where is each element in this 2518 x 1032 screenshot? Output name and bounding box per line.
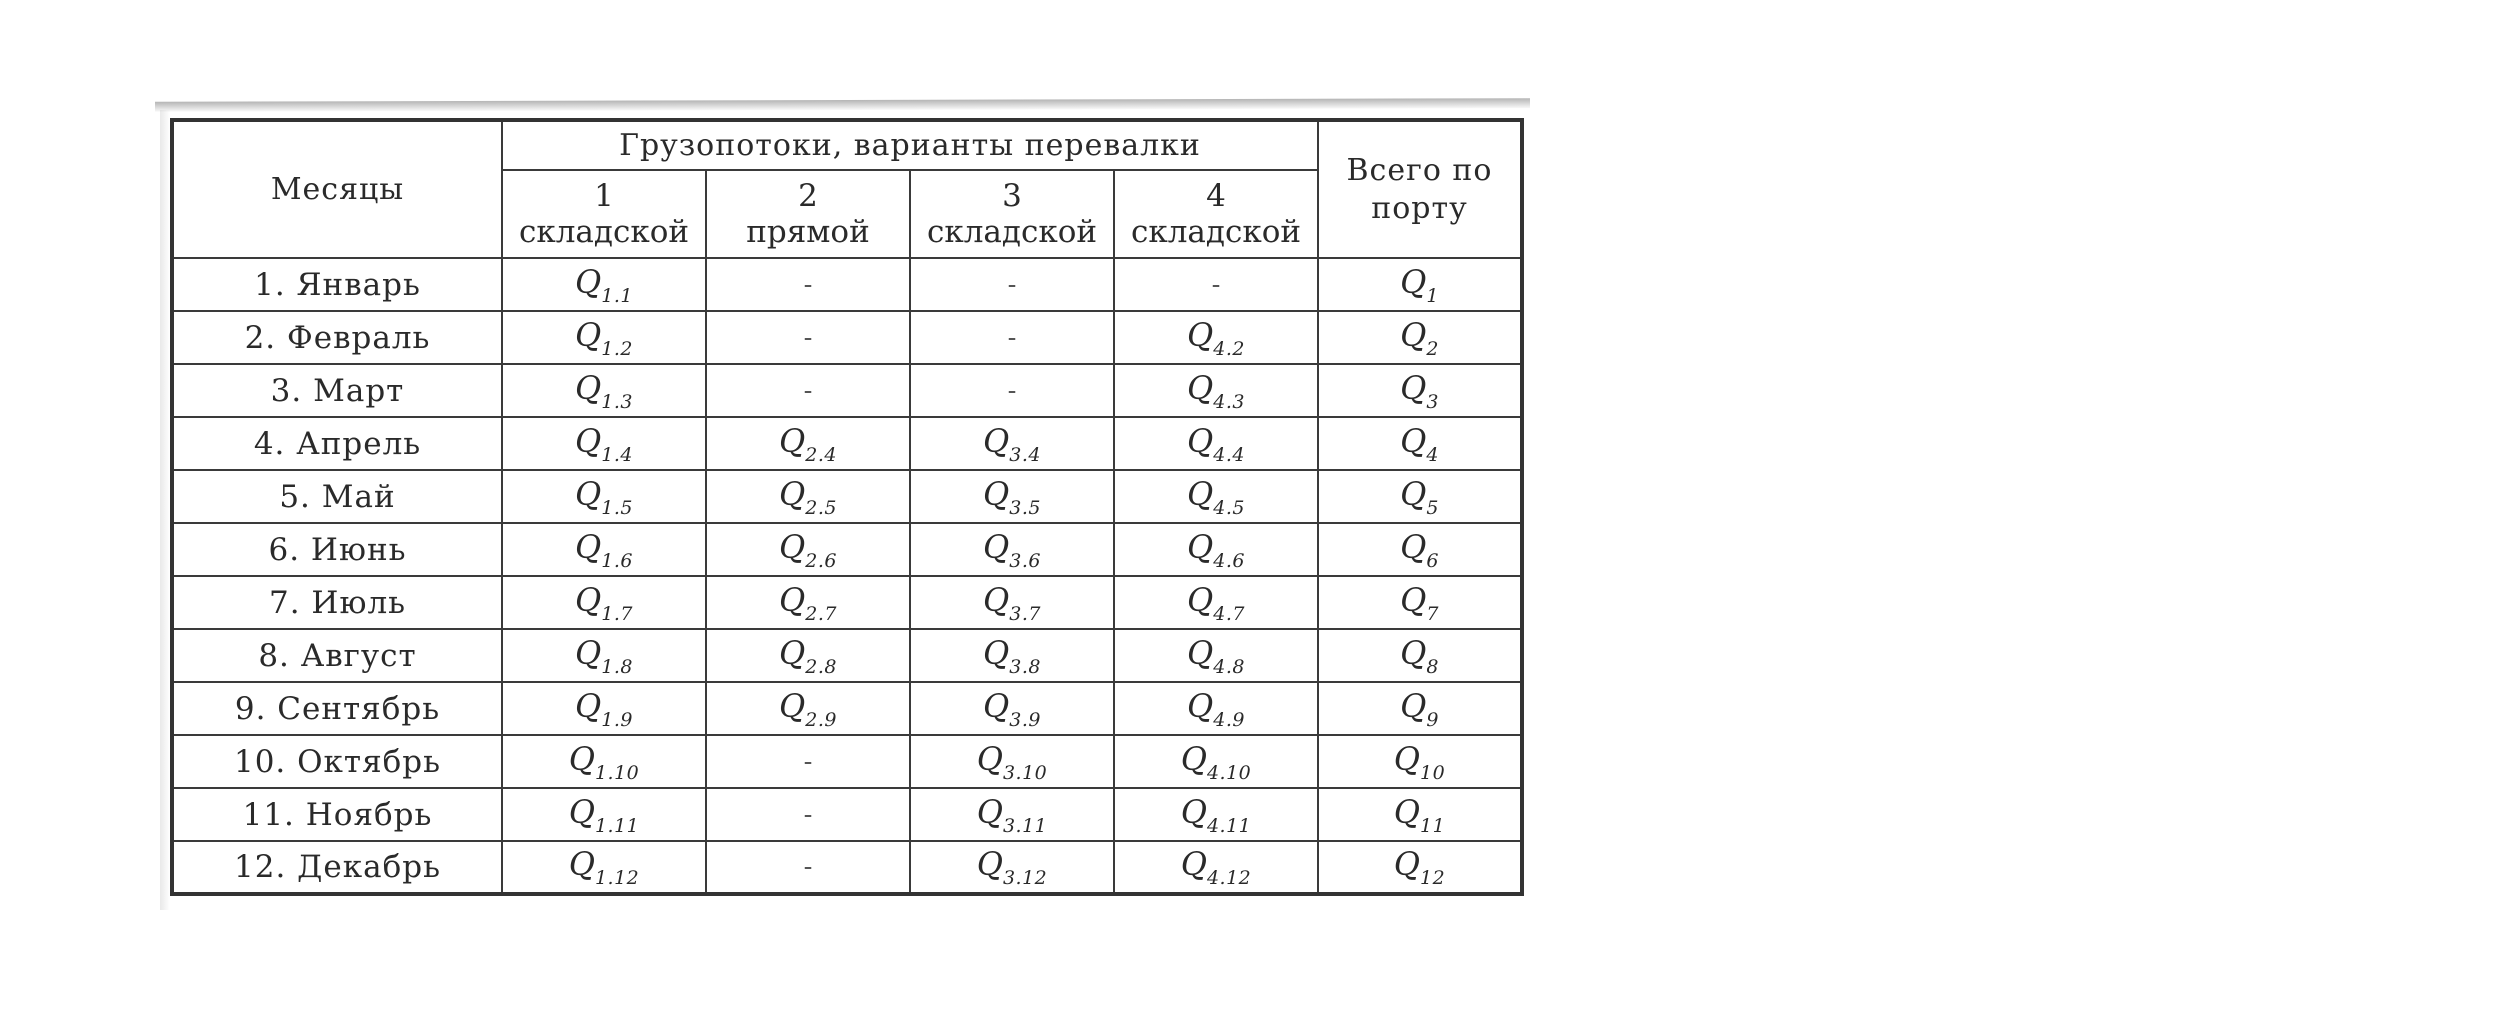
flow-index: 4.6 <box>1213 549 1245 572</box>
variant-4-cell <box>1114 629 1318 682</box>
table-row <box>172 523 1522 576</box>
flow-letter: Q <box>1400 315 1427 354</box>
flow-symbol <box>983 580 1041 625</box>
flow-letter: Q <box>983 421 1010 460</box>
flow-symbol <box>779 527 837 572</box>
flow-symbol <box>1400 580 1439 625</box>
variant-4-cell <box>1114 682 1318 735</box>
month-cell: 12. Декабрь <box>172 841 502 894</box>
flow-index: 1.3 <box>601 390 633 413</box>
variant-3-cell <box>910 629 1114 682</box>
flow-index: 3.10 <box>1002 761 1048 784</box>
variant-2-cell <box>706 682 910 735</box>
total-cell <box>1318 417 1522 470</box>
flow-index: 5 <box>1426 496 1439 519</box>
variant-2-cell <box>706 788 910 841</box>
header-total <box>1318 120 1522 258</box>
variant-3-cell <box>910 735 1114 788</box>
flow-symbol <box>1187 686 1245 731</box>
total-cell <box>1318 311 1522 364</box>
flow-letter: Q <box>983 580 1010 619</box>
variant-1-cell <box>502 629 706 682</box>
flow-symbol <box>1400 474 1439 519</box>
flow-symbol <box>779 421 837 466</box>
flow-symbol <box>575 633 633 678</box>
flow-index: 1.2 <box>601 337 633 360</box>
variant-2-cell <box>706 629 910 682</box>
month-cell: 10. Октябрь <box>172 735 502 788</box>
flow-symbol <box>575 368 633 413</box>
flow-index: 2.9 <box>805 708 837 731</box>
flow-index: 4.9 <box>1213 708 1245 731</box>
table-body <box>172 258 1522 894</box>
flow-letter: Q <box>575 368 602 407</box>
flow-index: 4.5 <box>1213 496 1245 519</box>
variant-2-cell <box>706 470 910 523</box>
month-cell: 3. Март <box>172 364 502 417</box>
table-row <box>172 629 1522 682</box>
variant-1-cell <box>502 735 706 788</box>
flow-letter: Q <box>575 580 602 619</box>
empty-dash: - <box>1211 269 1221 300</box>
flow-index: 10 <box>1420 761 1446 784</box>
month-cell: 1. Январь <box>172 258 502 311</box>
empty-dash: - <box>803 746 813 777</box>
variant-name: складской <box>926 214 1098 250</box>
flow-index: 7 <box>1426 602 1439 625</box>
flow-index: 1.7 <box>601 602 633 625</box>
flow-symbol <box>575 686 633 731</box>
variant-4-cell <box>1114 311 1318 364</box>
flow-index: 3.7 <box>1009 602 1041 625</box>
total-cell <box>1318 523 1522 576</box>
flow-index: 9 <box>1426 708 1439 731</box>
variant-1-cell <box>502 788 706 841</box>
variant-1-cell <box>502 364 706 417</box>
flow-letter: Q <box>568 739 595 778</box>
variant-3-cell <box>910 470 1114 523</box>
variant-2-cell <box>706 311 910 364</box>
flow-symbol <box>779 633 837 678</box>
flow-letter: Q <box>1187 527 1214 566</box>
flow-index: 3.9 <box>1009 708 1041 731</box>
flow-index: 4.3 <box>1213 390 1245 413</box>
flow-index: 1.8 <box>601 655 633 678</box>
flow-symbol <box>983 474 1041 519</box>
flow-symbol <box>779 580 837 625</box>
flow-index: 2.8 <box>805 655 837 678</box>
variant-4-cell <box>1114 788 1318 841</box>
table-row <box>172 417 1522 470</box>
flow-letter: Q <box>976 792 1003 831</box>
total-cell <box>1318 364 1522 417</box>
variant-name: прямой <box>746 214 870 250</box>
variant-1-cell <box>502 682 706 735</box>
table-row <box>172 788 1522 841</box>
table-row <box>172 470 1522 523</box>
flow-symbol <box>1400 421 1439 466</box>
flow-letter: Q <box>976 739 1003 778</box>
paper-edge-shadow <box>155 98 1530 112</box>
variant-name: складской <box>518 214 690 250</box>
header-group <box>502 120 1318 170</box>
flow-symbol <box>1187 633 1245 678</box>
variant-4-cell <box>1114 576 1318 629</box>
flow-letter: Q <box>1400 368 1427 407</box>
empty-dash: - <box>803 799 813 830</box>
flow-index: 8 <box>1426 655 1439 678</box>
flow-index: 2 <box>1426 337 1439 360</box>
flow-symbol <box>1400 368 1439 413</box>
variant-2-cell <box>706 841 910 894</box>
flow-index: 4.11 <box>1206 814 1252 837</box>
month-cell: 11. Ноябрь <box>172 788 502 841</box>
flow-index: 4 <box>1426 443 1439 466</box>
variant-1-cell <box>502 523 706 576</box>
flow-symbol <box>1180 739 1252 784</box>
header-months-label: Месяцы <box>270 172 405 207</box>
flow-index: 3.11 <box>1002 814 1048 837</box>
variant-3-cell <box>910 682 1114 735</box>
flow-letter: Q <box>1400 527 1427 566</box>
flow-index: 1 <box>1426 284 1439 307</box>
variant-4-cell <box>1114 258 1318 311</box>
flow-index: 2.5 <box>805 496 837 519</box>
variant-4-cell <box>1114 364 1318 417</box>
flow-letter: Q <box>983 633 1010 672</box>
flow-letter: Q <box>575 474 602 513</box>
flow-letter: Q <box>779 580 806 619</box>
flow-letter: Q <box>568 845 595 883</box>
flow-symbol <box>983 633 1041 678</box>
month-cell: 6. Июнь <box>172 523 502 576</box>
flow-index: 1.9 <box>601 708 633 731</box>
empty-dash: - <box>803 269 813 300</box>
flow-letter: Q <box>976 845 1003 883</box>
month-cell: 2. Февраль <box>172 311 502 364</box>
flow-symbol <box>568 792 640 837</box>
flow-symbol <box>779 474 837 519</box>
flow-symbol <box>575 580 633 625</box>
header-group-label: Грузопотоки, варианты перевалки <box>619 128 1201 163</box>
variant-number: 4 <box>1206 178 1226 214</box>
variant-number: 3 <box>1002 178 1022 214</box>
header-months <box>172 120 502 258</box>
flow-letter: Q <box>575 262 602 301</box>
empty-dash: - <box>1007 375 1017 406</box>
flow-letter: Q <box>779 527 806 566</box>
flow-symbol <box>1187 315 1245 360</box>
flow-symbol <box>1180 845 1252 889</box>
flow-letter: Q <box>1400 580 1427 619</box>
flow-symbol <box>1393 845 1446 889</box>
flow-symbol <box>575 474 633 519</box>
total-cell <box>1318 629 1522 682</box>
variant-1-cell <box>502 841 706 894</box>
header-variant-4 <box>1114 170 1318 258</box>
variant-2-cell <box>706 735 910 788</box>
header-variant-3 <box>910 170 1114 258</box>
flow-symbol <box>1187 421 1245 466</box>
flow-index: 1.6 <box>601 549 633 572</box>
flow-letter: Q <box>779 474 806 513</box>
flow-index: 3.12 <box>1002 867 1048 889</box>
flow-index: 4.8 <box>1213 655 1245 678</box>
flow-symbol <box>983 527 1041 572</box>
variant-4-cell <box>1114 417 1318 470</box>
total-cell <box>1318 735 1522 788</box>
month-cell: 9. Сентябрь <box>172 682 502 735</box>
flow-letter: Q <box>779 686 806 725</box>
flow-symbol <box>983 686 1041 731</box>
flow-symbol <box>976 792 1048 837</box>
flow-index: 1.1 <box>601 284 633 307</box>
flow-symbol <box>575 421 633 466</box>
variant-number: 1 <box>594 178 614 214</box>
flow-letter: Q <box>1187 686 1214 725</box>
flow-index: 4.2 <box>1213 337 1245 360</box>
variant-1-cell <box>502 576 706 629</box>
flow-index: 3.5 <box>1009 496 1041 519</box>
variant-3-cell <box>910 576 1114 629</box>
variant-1-cell <box>502 258 706 311</box>
flow-index: 1.4 <box>601 443 633 466</box>
flow-symbol <box>575 315 633 360</box>
flow-symbol <box>1400 262 1439 307</box>
flow-symbol <box>575 527 633 572</box>
flow-index: 4.4 <box>1213 443 1245 466</box>
variant-number: 2 <box>798 178 818 214</box>
flow-letter: Q <box>575 686 602 725</box>
variant-3-cell <box>910 523 1114 576</box>
flow-index: 6 <box>1426 549 1439 572</box>
variant-3-cell <box>910 311 1114 364</box>
month-cell: 7. Июль <box>172 576 502 629</box>
flow-letter: Q <box>1187 421 1214 460</box>
flow-letter: Q <box>1180 792 1207 831</box>
flow-letter: Q <box>983 686 1010 725</box>
flow-letter: Q <box>1393 845 1421 883</box>
flow-index: 4.10 <box>1206 761 1252 784</box>
flow-letter: Q <box>1187 368 1214 407</box>
flow-index: 2.7 <box>805 602 837 625</box>
flow-letter: Q <box>779 421 806 460</box>
variant-1-cell <box>502 417 706 470</box>
variant-2-cell <box>706 417 910 470</box>
variant-3-cell <box>910 841 1114 894</box>
flow-index: 3 <box>1426 390 1439 413</box>
month-cell: 4. Апрель <box>172 417 502 470</box>
table-row <box>172 735 1522 788</box>
flow-letter: Q <box>1400 474 1427 513</box>
cargo-flow-table <box>170 118 1524 896</box>
paper-left-shadow <box>160 110 170 910</box>
flow-letter: Q <box>575 633 602 672</box>
flow-letter: Q <box>575 315 602 354</box>
table-row <box>172 364 1522 417</box>
flow-letter: Q <box>1393 792 1421 831</box>
flow-symbol <box>1187 368 1245 413</box>
flow-index: 3.8 <box>1009 655 1041 678</box>
flow-letter: Q <box>1187 633 1214 672</box>
flow-symbol <box>568 845 640 889</box>
flow-index: 2.6 <box>805 549 837 572</box>
flow-letter: Q <box>575 527 602 566</box>
flow-index: 1.12 <box>594 867 640 889</box>
flow-letter: Q <box>1400 421 1427 460</box>
variant-3-cell <box>910 364 1114 417</box>
header-total-label: Всего по порту <box>1346 152 1493 226</box>
variant-2-cell <box>706 258 910 311</box>
flow-symbol <box>568 739 640 784</box>
variant-name: складской <box>1130 214 1302 250</box>
variant-2-cell <box>706 364 910 417</box>
table-row <box>172 258 1522 311</box>
flow-letter: Q <box>568 792 595 831</box>
flow-letter: Q <box>1187 580 1214 619</box>
total-cell <box>1318 470 1522 523</box>
variant-4-cell <box>1114 735 1318 788</box>
flow-symbol <box>1180 792 1252 837</box>
variant-1-cell <box>502 311 706 364</box>
flow-letter: Q <box>983 527 1010 566</box>
flow-symbol <box>1393 739 1446 784</box>
flow-symbol <box>976 739 1048 784</box>
month-cell: 5. Май <box>172 470 502 523</box>
flow-symbol <box>976 845 1048 889</box>
variant-1-cell <box>502 470 706 523</box>
flow-symbol <box>575 262 633 307</box>
flow-symbol <box>1187 527 1245 572</box>
flow-index: 4.12 <box>1206 867 1252 889</box>
flow-index: 1.11 <box>594 814 640 837</box>
table-row <box>172 576 1522 629</box>
flow-index: 11 <box>1420 814 1446 837</box>
flow-letter: Q <box>1180 845 1207 883</box>
variant-3-cell <box>910 788 1114 841</box>
table-row <box>172 311 1522 364</box>
variant-3-cell <box>910 417 1114 470</box>
flow-index: 3.4 <box>1009 443 1041 466</box>
total-cell <box>1318 258 1522 311</box>
flow-symbol <box>1400 315 1439 360</box>
header-variant-2 <box>706 170 910 258</box>
flow-symbol <box>1400 686 1439 731</box>
flow-index: 1.10 <box>594 761 640 784</box>
variant-2-cell <box>706 523 910 576</box>
flow-symbol <box>1187 580 1245 625</box>
flow-symbol <box>779 686 837 731</box>
variant-3-cell <box>910 258 1114 311</box>
flow-letter: Q <box>575 421 602 460</box>
flow-letter: Q <box>983 474 1010 513</box>
flow-letter: Q <box>1393 739 1421 778</box>
flow-symbol <box>983 421 1041 466</box>
variant-4-cell <box>1114 523 1318 576</box>
total-cell <box>1318 576 1522 629</box>
month-cell: 8. Август <box>172 629 502 682</box>
flow-letter: Q <box>1187 474 1214 513</box>
flow-letter: Q <box>1180 739 1207 778</box>
empty-dash: - <box>1007 269 1017 300</box>
flow-index: 1.5 <box>601 496 633 519</box>
table-row <box>172 841 1522 894</box>
flow-letter: Q <box>779 633 806 672</box>
header-variant-1 <box>502 170 706 258</box>
flow-symbol <box>1187 474 1245 519</box>
flow-letter: Q <box>1400 633 1427 672</box>
empty-dash: - <box>803 322 813 353</box>
flow-letter: Q <box>1400 686 1427 725</box>
empty-dash: - <box>803 375 813 406</box>
flow-index: 2.4 <box>805 443 837 466</box>
variant-2-cell <box>706 576 910 629</box>
total-cell <box>1318 682 1522 735</box>
variant-4-cell <box>1114 841 1318 894</box>
flow-index: 12 <box>1420 867 1446 889</box>
flow-letter: Q <box>1187 315 1214 354</box>
total-cell <box>1318 841 1522 894</box>
flow-symbol <box>1400 527 1439 572</box>
flow-symbol <box>1400 633 1439 678</box>
flow-index: 3.6 <box>1009 549 1041 572</box>
total-cell <box>1318 788 1522 841</box>
empty-dash: - <box>803 852 813 882</box>
empty-dash: - <box>1007 322 1017 353</box>
flow-letter: Q <box>1400 262 1427 301</box>
table-row <box>172 682 1522 735</box>
variant-4-cell <box>1114 470 1318 523</box>
flow-index: 4.7 <box>1213 602 1245 625</box>
flow-symbol <box>1393 792 1446 837</box>
